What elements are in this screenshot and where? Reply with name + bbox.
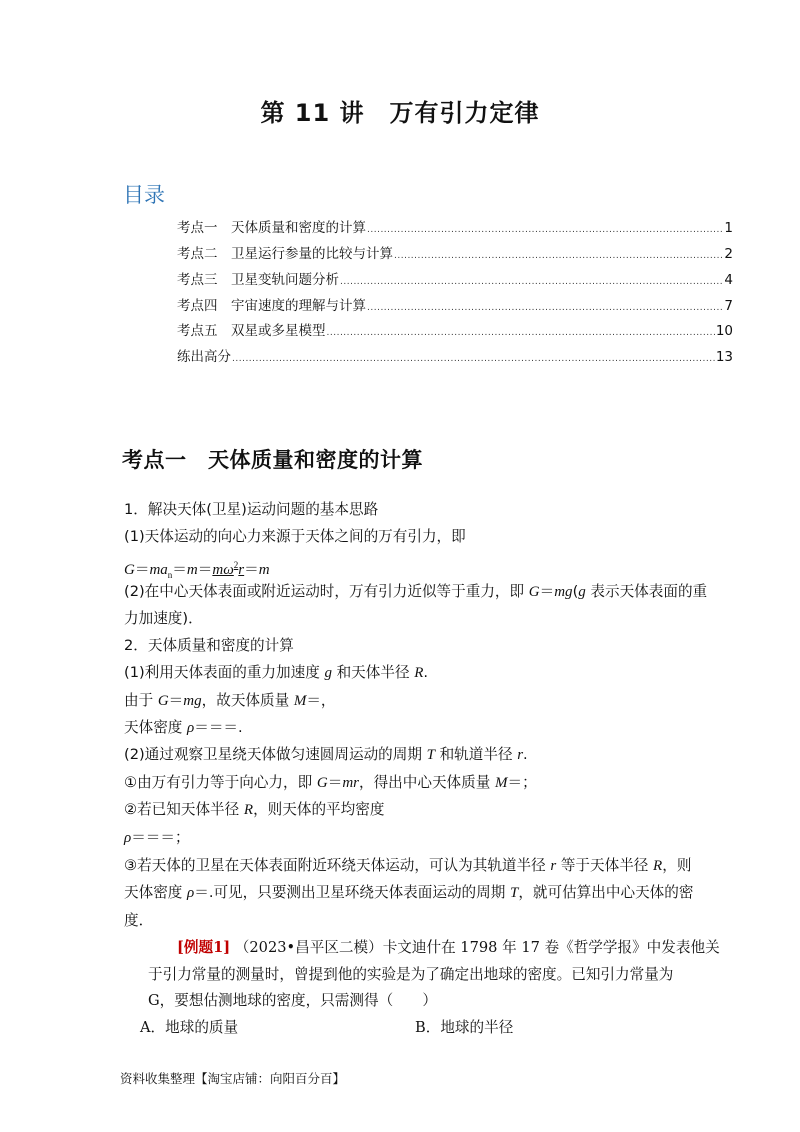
toc-dot-leader [232, 350, 715, 368]
body-line [124, 745, 528, 765]
text-run: ( [572, 583, 579, 600]
body-line [124, 856, 691, 876]
toc-item[interactable] [177, 245, 733, 263]
toc-item-page: 13 [715, 349, 733, 365]
text-run: 和天体半径 [331, 664, 415, 681]
toc-dot-leader [394, 247, 723, 265]
toc-dot-leader [367, 221, 723, 239]
toc-dot-leader [367, 299, 723, 317]
text-run: ＝； [507, 774, 537, 791]
math-variable: g [324, 665, 332, 681]
text-run: ＝ [539, 583, 555, 600]
text-run: ＝ [327, 774, 343, 791]
text-run: ＝ [172, 560, 187, 578]
toc-item[interactable] [177, 219, 733, 237]
toc-item[interactable] [177, 348, 733, 366]
example-first-line [177, 938, 720, 958]
body-line [124, 718, 243, 738]
body-line [124, 828, 190, 848]
section-heading: 考点一 天体质量和密度的计算 [122, 448, 423, 472]
text-run: ＝， [306, 692, 336, 709]
math-variable: M [494, 775, 508, 791]
body-line [124, 911, 153, 931]
math-superscript: 2 [233, 560, 239, 570]
math-variable: r [517, 747, 524, 763]
text-run: (1)利用天体表面的重力加速度 [124, 664, 325, 681]
toc-heading: 目录 [123, 183, 165, 207]
toc-dot-leader [327, 324, 715, 342]
text-run: 1．解决天体(卫星)运动问题的基本思路 [124, 501, 379, 518]
toc-item-label: 练出高分 [177, 349, 231, 365]
math-variable: m [258, 561, 270, 578]
body-line [124, 663, 428, 683]
toc-item[interactable] [177, 297, 733, 315]
text-run: ，就可估算出中心天体的密 [518, 884, 694, 901]
text-run: ＝.可见，只要测出卫星环绕天体表面运动的周期 [194, 884, 510, 901]
math-variable: G [157, 693, 169, 709]
toc-item[interactable] [177, 271, 733, 289]
math-variable: r [550, 858, 557, 874]
text-run: 由于 [124, 692, 158, 709]
text-run: 天体密度 [124, 719, 188, 736]
toc-item-page: 2 [724, 246, 733, 262]
text-run: (2)通过观察卫星绕天体做匀速圆周运动的周期 [124, 746, 427, 763]
toc-dot-leader [340, 273, 723, 291]
text-run: 度． [124, 912, 154, 929]
toc-item-label: 考点三 卫星变轨问题分析 [177, 272, 339, 288]
toc-item-label: 考点一 天体质量和密度的计算 [177, 220, 366, 236]
body-line [124, 691, 336, 711]
text-run: (2)在中心天体表面或附近运动时，万有引力近似等于重力，即 [124, 583, 529, 600]
body-line [124, 800, 384, 820]
math-variable: m [186, 561, 198, 578]
math-subscript: n [167, 569, 173, 580]
page-footer: 资料收集整理【淘宝店铺：向阳百分百】 [120, 1071, 346, 1086]
text-run: ①由万有引力等于向心力，即 [124, 774, 317, 791]
math-variable: r [238, 561, 245, 578]
math-variable: mr [342, 775, 359, 791]
math-variable: M [293, 693, 307, 709]
math-variable: mg [554, 584, 573, 600]
text-run: ＝＝＝； [131, 829, 190, 846]
math-variable: ρ [124, 830, 132, 846]
body-line [124, 883, 693, 903]
text-run: 和轨道半径 [434, 746, 518, 763]
math-variable: R [414, 665, 424, 681]
formula-line [124, 555, 270, 585]
math-variable: ma [149, 561, 168, 578]
option-a[interactable]: A．地球的质量 [140, 1019, 239, 1036]
text-run: ＝ [134, 560, 150, 578]
text-run: . [423, 664, 428, 681]
math-variable: G [528, 584, 540, 600]
body-line [124, 582, 707, 602]
toc-item-page: 10 [715, 323, 733, 339]
body-line [124, 609, 203, 629]
example-line: G，要想估测地球的密度，只需测得（ ） [148, 992, 437, 1009]
body-line [124, 500, 378, 520]
text-run: ＝ [197, 560, 213, 578]
text-run: ②若已知天体半径 [124, 801, 244, 818]
text-run: ，则 [662, 857, 692, 874]
text-run: 天体密度 [124, 884, 188, 901]
math-variable: T [509, 885, 519, 901]
text-run: ，故天体质量 [201, 692, 294, 709]
option-b[interactable]: B．地球的半径 [415, 1019, 514, 1036]
toc-item-page: 7 [724, 298, 733, 314]
text-run: ，则天体的平均密度 [253, 801, 385, 818]
math-variable: mω [212, 561, 234, 578]
example-line: 于引力常量的测量时，曾提到他的实验是为了确定出地球的密度。已知引力常量为 [148, 966, 674, 983]
toc-item-page: 4 [724, 272, 733, 288]
text-run: ，得出中心天体质量 [358, 774, 495, 791]
toc-item[interactable] [177, 322, 733, 340]
math-variable: G [124, 561, 135, 578]
math-variable: mg [183, 693, 202, 709]
math-variable: ρ [187, 885, 195, 901]
page-title: 第 11 讲 万有引力定律 [260, 99, 540, 127]
text-run: 表示天体表面的重 [585, 583, 708, 600]
math-variable: g [578, 584, 586, 600]
toc-item-label: 考点二 卫星运行参量的比较与计算 [177, 246, 393, 262]
text-run: ＝ [244, 560, 259, 578]
text-run: 等于天体半径 [556, 857, 654, 874]
example-tag: [例题1] [177, 939, 231, 956]
math-variable: R [653, 858, 663, 874]
text-run: ③若天体的卫星在天体表面附近环绕天体运动，可认为其轨道半径 [124, 857, 551, 874]
example-text: （2023•昌平区二模）卡文迪什在 1798 年 17 卷《哲学学报》中发表他关 [234, 939, 720, 956]
text-run: ＝＝＝. [194, 719, 243, 736]
body-line [124, 773, 537, 793]
toc-item-label: 考点五 双星或多星模型 [177, 323, 326, 339]
text-run: 力加速度)． [124, 610, 203, 627]
body-line [124, 527, 466, 547]
text-run: . [523, 746, 528, 763]
toc-item-label: 考点四 宇宙速度的理解与计算 [177, 298, 366, 314]
text-run: (1)天体运动的向心力来源于天体之间的万有引力，即 [124, 528, 466, 545]
math-variable: T [426, 747, 435, 763]
math-variable: R [243, 802, 254, 818]
math-variable: G [316, 775, 328, 791]
text-run: 2．天体质量和密度的计算 [124, 637, 294, 654]
math-variable: ρ [187, 720, 195, 736]
body-line [124, 636, 294, 656]
toc-item-page: 1 [724, 220, 733, 236]
text-run: ＝ [168, 692, 184, 709]
